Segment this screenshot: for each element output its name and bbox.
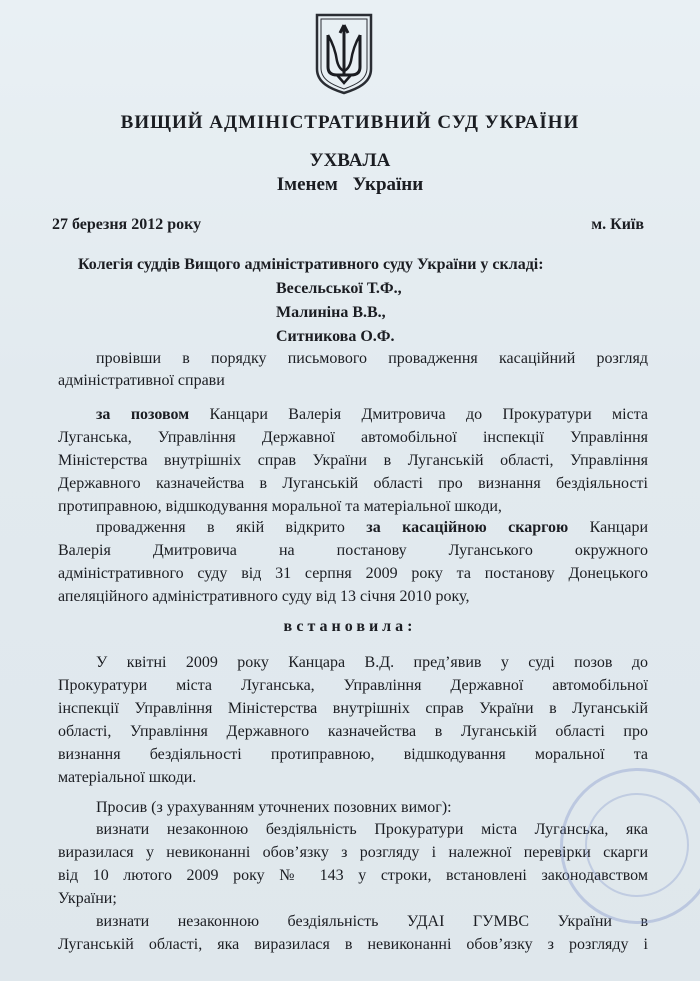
official-stamp-inner-ring [585,793,689,897]
trident-emblem-icon [313,13,375,95]
text-span: Канцари [589,519,648,536]
paragraph-line [96,406,648,424]
paragraph-line: адміністративного суду від 31 серпня 2009 року та постанову Донецького [58,565,648,582]
document-date: 27 березня 2012 року [52,216,202,233]
bold-phrase: за касаційною скаргою [366,519,569,536]
judge-name: Весельської Т.Ф., [276,280,402,297]
text-span: провадження в якій відкрито [96,519,345,536]
court-title: ВИЩИЙ АДМІНІСТРАТИВНИЙ СУД УКРАЇНИ [120,112,580,133]
paragraph-line: визнання бездіяльності протиправною, відшкодування моральної та [58,746,648,763]
paragraph-line: інспекції Управління Міністерства внутрішніх справ України в Луганській [58,700,648,717]
paragraph-line: від 10 лютого 2009 року № 143 у строки, встановлені законодавством [58,867,648,884]
paragraph-line: провівши в порядку письмового провадження касаційний розгляд [96,350,648,367]
paragraph-line: Прокуратури міста Луганська, Управління Державної автомобільної [58,677,648,694]
paragraph-line: адміністративної справи [58,372,225,389]
paragraph-line: Просив (з урахуванням уточнених позовних вимог): [96,799,452,816]
paragraph-line: Державного казначейства в Луганській області про визнання бездіяльності [58,475,648,492]
document-subtitle: Іменем України [276,174,424,195]
paragraph-line: визнати незаконною бездіяльність УДАІ ГУМВС України в [96,913,648,930]
document-city: м. Київ [591,216,644,233]
document-type: УХВАЛА [309,150,391,171]
paragraph-line: України; [58,890,117,907]
bold-phrase: за позовом [96,406,190,423]
paragraph-line [96,519,648,537]
judge-name: Малиніна В.В., [276,304,386,321]
paragraph-line: апеляційного адміністративного суду від 13 січня 2010 року, [58,588,470,605]
paragraph-line: матеріальної шкоди. [58,769,197,786]
paragraph-line: визнати незаконною бездіяльність Прокуратури міста Луганська, яка [96,821,648,838]
paragraph-line: Луганська, Управління Державної автомобільної інспекції Управління [58,429,648,446]
panel-heading: Колегія суддів Вищого адміністративного суду України у складі: [78,256,544,273]
paragraph-line: У квітні 2009 року Канцара В.Д. пред’явив у суді позов до [96,654,648,671]
paragraph-line: Міністерства внутрішніх справ України в Луганській області, Управління [58,452,648,469]
paragraph-line: Луганській області, яка виразилася в невиконанні обов’язку з розгляду і [58,936,648,953]
judge-name: Ситникова О.Ф. [276,328,395,345]
paragraph-line: Валерія Дмитровича на постанову Луганського окружного [58,542,648,559]
text-span: Канцари Валерія Дмитровича до Прокуратури міста [209,406,648,423]
paragraph-line: області, Управління Державного казначейства в Луганській області про [58,723,648,740]
paragraph-line: виразилася у невиконанні обов’язку з розгляду і належної перевірки скарги [58,844,648,861]
paragraph-line: протиправною, відшкодування моральної та матеріальної шкоди, [58,498,502,515]
section-heading: встановила: [283,618,417,635]
